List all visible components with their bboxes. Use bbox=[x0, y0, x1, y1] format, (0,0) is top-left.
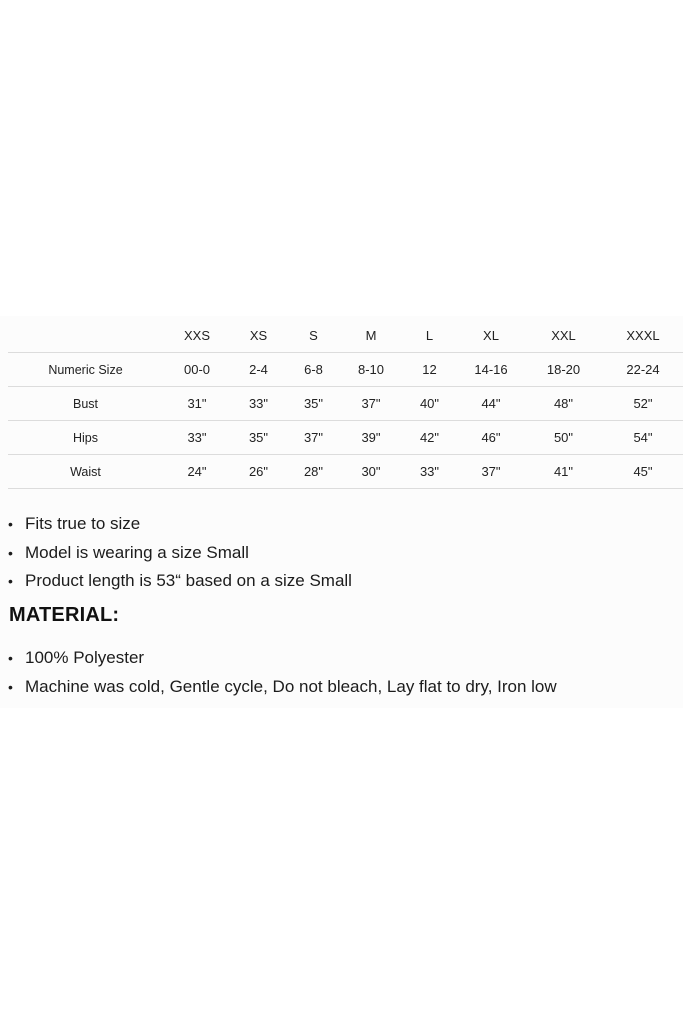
table-cell: 42" bbox=[401, 421, 458, 455]
size-chart-row-bust bbox=[8, 387, 683, 421]
bullet-icon: • bbox=[8, 516, 13, 532]
row-label: Bust bbox=[8, 387, 163, 421]
table-cell: 30" bbox=[341, 455, 401, 489]
list-item bbox=[8, 644, 557, 673]
header-cell-xxl: XXL bbox=[524, 318, 603, 353]
table-cell: 33" bbox=[231, 387, 286, 421]
header-cell-empty bbox=[8, 318, 163, 353]
table-cell: 12 bbox=[401, 353, 458, 387]
material-item-text: 100% Polyester bbox=[25, 648, 145, 667]
table-cell: 31" bbox=[163, 387, 231, 421]
size-chart-table bbox=[8, 318, 683, 489]
table-cell: 39" bbox=[341, 421, 401, 455]
table-cell: 50" bbox=[524, 421, 603, 455]
row-label: Numeric Size bbox=[8, 353, 163, 387]
table-cell: 41" bbox=[524, 455, 603, 489]
table-cell: 22-24 bbox=[603, 353, 683, 387]
table-cell: 8-10 bbox=[341, 353, 401, 387]
table-cell: 40" bbox=[401, 387, 458, 421]
material-heading: MATERIAL: bbox=[9, 604, 120, 626]
table-cell: 33" bbox=[163, 421, 231, 455]
table-cell: 28" bbox=[286, 455, 341, 489]
table-cell: 52" bbox=[603, 387, 683, 421]
material-list bbox=[8, 644, 557, 701]
table-cell: 26" bbox=[231, 455, 286, 489]
fit-note-text: Fits true to size bbox=[25, 514, 141, 533]
bullet-icon: • bbox=[8, 573, 13, 589]
table-cell: 18-20 bbox=[524, 353, 603, 387]
row-label: Waist bbox=[8, 455, 163, 489]
table-cell: 00-0 bbox=[163, 353, 231, 387]
row-label: Hips bbox=[8, 421, 163, 455]
table-cell: 46" bbox=[458, 421, 524, 455]
table-cell: 37" bbox=[286, 421, 341, 455]
header-cell-m: M bbox=[341, 318, 401, 353]
table-cell: 54" bbox=[603, 421, 683, 455]
list-item bbox=[8, 567, 352, 596]
size-chart-row-numeric-size bbox=[8, 353, 683, 387]
table-cell: 45" bbox=[603, 455, 683, 489]
material-item-text: Machine was cold, Gentle cycle, Do not bleach, Lay flat to dry, Iron low bbox=[25, 676, 557, 696]
fit-note-text: Model is wearing a size Small bbox=[25, 542, 249, 562]
table-cell: 2-4 bbox=[231, 353, 286, 387]
bullet-icon: • bbox=[8, 650, 13, 666]
list-item bbox=[8, 673, 557, 702]
list-item bbox=[8, 510, 352, 539]
table-cell: 14-16 bbox=[458, 353, 524, 387]
fit-note-text: Product length is 53“ based on a size Small bbox=[25, 571, 352, 590]
table-cell: 33" bbox=[401, 455, 458, 489]
header-cell-xs: XS bbox=[231, 318, 286, 353]
table-cell: 48" bbox=[524, 387, 603, 421]
size-chart-header-row bbox=[8, 318, 683, 353]
bullet-icon: • bbox=[8, 678, 13, 695]
table-cell: 24" bbox=[163, 455, 231, 489]
table-cell: 6-8 bbox=[286, 353, 341, 387]
header-cell-xl: XL bbox=[458, 318, 524, 353]
fit-notes-list bbox=[8, 510, 352, 596]
header-cell-l: L bbox=[401, 318, 458, 353]
table-cell: 44" bbox=[458, 387, 524, 421]
header-cell-xxxl: XXXL bbox=[603, 318, 683, 353]
table-cell: 35" bbox=[231, 421, 286, 455]
header-cell-xxs: XXS bbox=[163, 318, 231, 353]
header-cell-s: S bbox=[286, 318, 341, 353]
bullet-icon: • bbox=[8, 544, 13, 561]
table-cell: 37" bbox=[458, 455, 524, 489]
table-cell: 35" bbox=[286, 387, 341, 421]
table-cell: 37" bbox=[341, 387, 401, 421]
size-chart-row-hips bbox=[8, 421, 683, 455]
list-item bbox=[8, 539, 352, 568]
size-chart-row-waist bbox=[8, 455, 683, 489]
